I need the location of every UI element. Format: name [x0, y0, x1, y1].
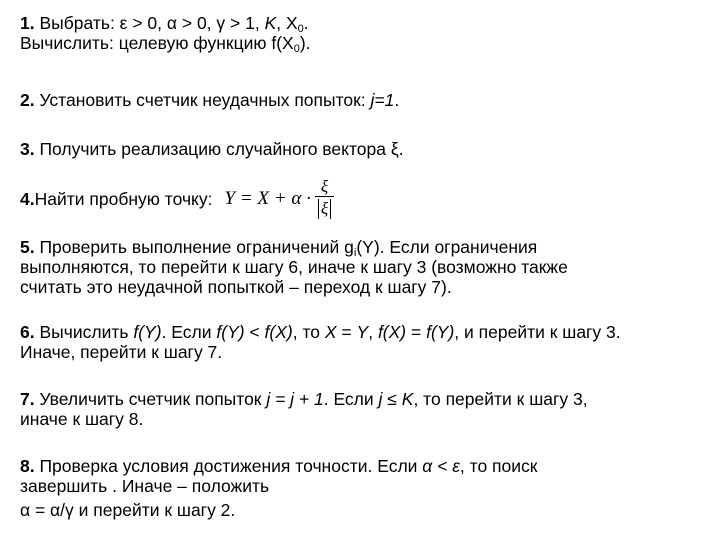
- step-3-number: 3.: [20, 139, 35, 159]
- step-8: [20, 456, 710, 520]
- step-6-number: 6.: [20, 322, 35, 342]
- trial-point-formula: [225, 178, 335, 219]
- step-6-fX: f(X): [264, 322, 293, 342]
- step-1-line-1: [20, 13, 710, 33]
- step-6-fX2: f(X): [377, 322, 407, 342]
- step-4: [20, 178, 710, 219]
- step-7-line-2: иначе к шагу 8.: [20, 409, 144, 429]
- step-6-t1: Вычислить: [34, 322, 134, 342]
- step-1-text-c: .: [303, 13, 309, 33]
- formula-norm: ξ: [318, 199, 331, 219]
- step-8-number: 8.: [20, 456, 35, 476]
- step-8-t1: Проверка условия достижения точности. Если: [34, 456, 423, 476]
- step-4-text: Найти пробную точку:: [34, 188, 213, 209]
- step-7: [20, 389, 710, 429]
- step-1-line-2-end: ).: [299, 33, 311, 53]
- step-5-line-3: считать это неудачной попыткой – переход к шагу 7).: [20, 277, 452, 297]
- step-5-number: 5.: [20, 237, 35, 257]
- formula-fraction: [315, 178, 334, 219]
- step-6-fY: f(Y): [133, 322, 162, 342]
- step-7-t1: Увеличить счетчик попыток: [34, 389, 267, 409]
- step-1-line-2: [20, 33, 710, 53]
- step-4-number: 4.: [20, 188, 35, 209]
- step-7-cond: j ≤ K: [378, 389, 414, 409]
- step-8-line-3: α = α/γ и перейти к шагу 2.: [20, 500, 236, 520]
- step-1-text: Выбрать: ε > 0, α > 0, γ > 1,: [34, 13, 265, 33]
- step-6-line-2: Иначе, перейти к шагу 7.: [20, 342, 223, 362]
- formula-denominator: [315, 196, 334, 219]
- formula-lhs: Y = X + α ·: [224, 187, 311, 209]
- step-6: [20, 322, 710, 362]
- step-7-t3: , то перейти к шагу 3,: [413, 389, 588, 409]
- step-5-sub: i: [353, 247, 357, 259]
- step-2: [20, 90, 710, 110]
- step-5-line-2: выполняются, то перейти к шагу 6, иначе к шагу 3 (возможно также: [20, 257, 568, 277]
- step-2-j: j=1: [370, 90, 395, 110]
- step-8-cond: α < ε: [422, 456, 460, 476]
- step-1: [20, 13, 710, 53]
- step-1-sub: 0: [297, 23, 304, 35]
- step-3: [20, 139, 710, 159]
- step-6-t6: ,: [368, 322, 378, 342]
- step-7-number: 7.: [20, 389, 35, 409]
- step-6-t4: , то: [292, 322, 325, 342]
- step-6-t8: , и перейти к шагу 3.: [454, 322, 621, 342]
- step-1-line-2-sub: 0: [293, 43, 300, 55]
- step-6-t2: . Если: [161, 322, 217, 342]
- step-2-number: 2.: [20, 90, 35, 110]
- step-6-fY3: f(Y): [426, 322, 455, 342]
- step-2-text: Установить счетчик неудачных попыток:: [34, 90, 371, 110]
- step-6-t3: <: [244, 322, 265, 342]
- step-5: [20, 237, 710, 297]
- step-6-Y: Y: [356, 322, 369, 342]
- step-6-t5: =: [336, 322, 357, 342]
- step-6-fY2: f(Y): [216, 322, 245, 342]
- step-1-K: K: [264, 13, 277, 33]
- step-1-number: 1.: [20, 13, 35, 33]
- step-6-t7: =: [406, 322, 427, 342]
- step-5-text-b: (Y). Если ограничения: [356, 237, 538, 257]
- formula-numerator: ξ: [320, 177, 329, 196]
- step-1-line-2-text: Вычислить: целевую функцию f(X: [20, 33, 294, 53]
- step-8-t2: , то поиск: [459, 456, 538, 476]
- step-7-expr: j = j + 1: [266, 389, 324, 409]
- step-3-text: Получить реализацию случайного вектора ξ.: [34, 139, 404, 159]
- step-7-t2: . Если: [323, 389, 379, 409]
- step-2-end: .: [394, 90, 400, 110]
- step-8-line-2: завершить . Иначе – положить: [20, 476, 270, 496]
- step-6-X: X: [324, 322, 337, 342]
- step-5-text: Проверить выполнение ограничений g: [34, 237, 354, 257]
- step-1-text-b: , X: [276, 13, 298, 33]
